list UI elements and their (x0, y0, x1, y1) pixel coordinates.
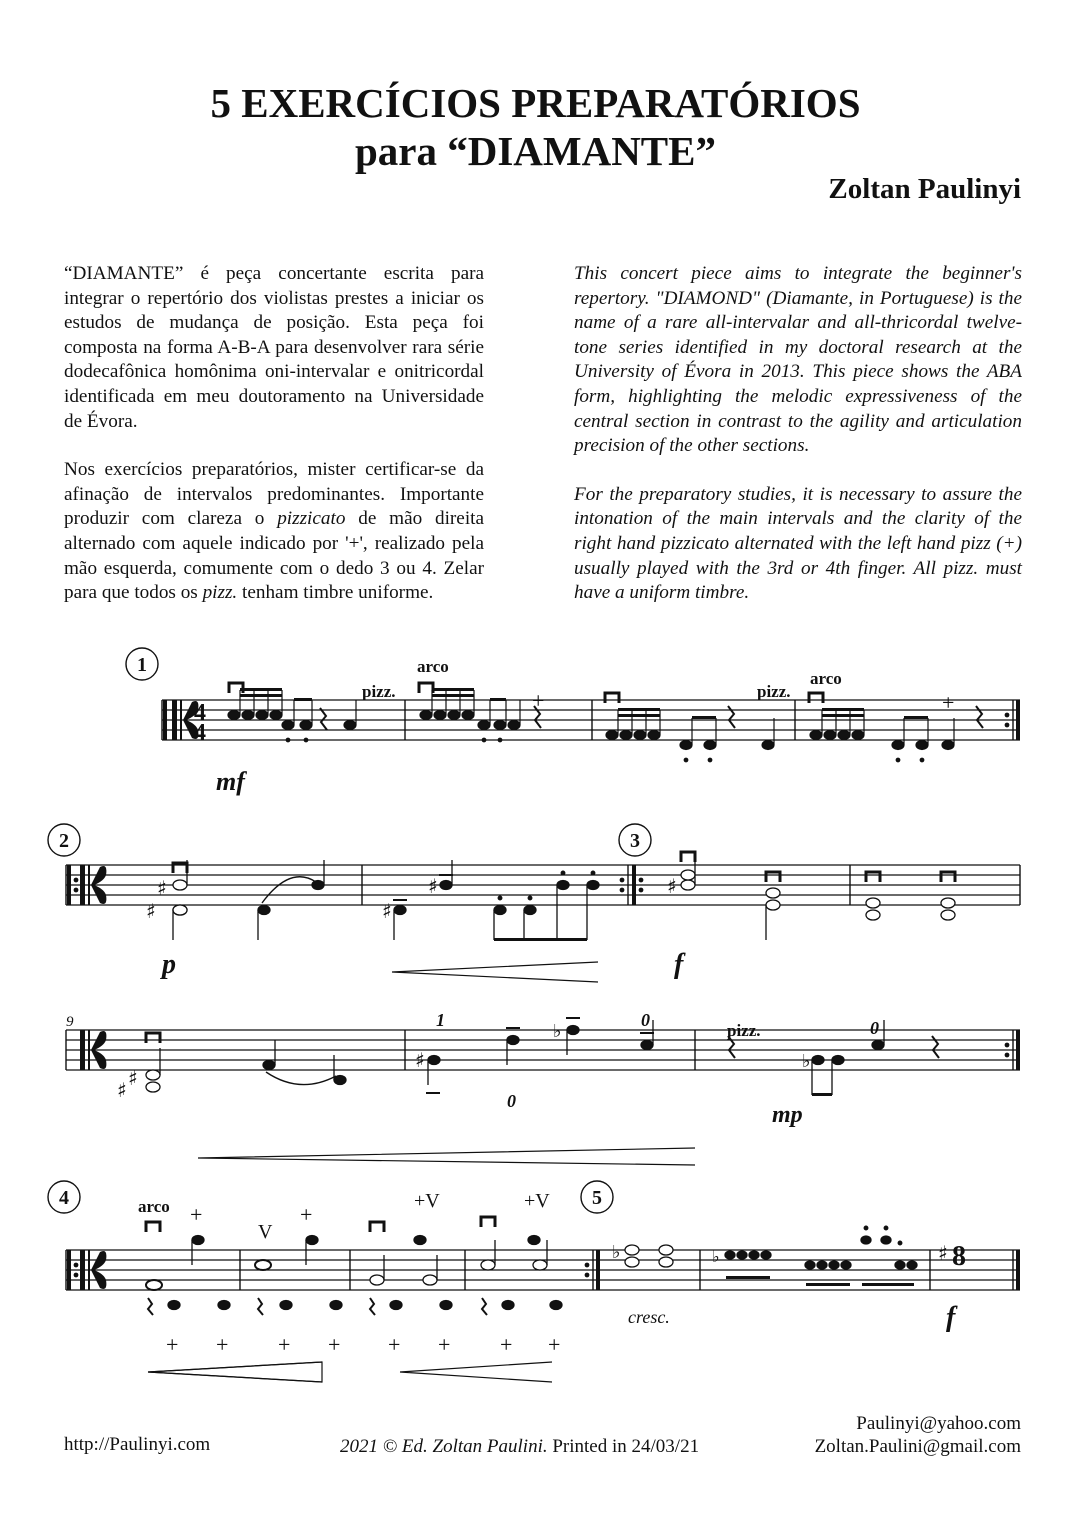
staff-1 (162, 700, 1020, 740)
footer-emails (815, 1412, 1021, 1458)
plus-low-6: + (438, 1332, 451, 1357)
time-sig-bottom: 4 (194, 720, 206, 746)
fingering-0-a: 0 (507, 1091, 516, 1111)
plus-upbow-2: +V (524, 1190, 550, 1212)
plus-low-1: + (166, 1332, 179, 1357)
svg-text:♯: ♯ (415, 1048, 425, 1072)
intro-pt-paragraph-1: “DIAMANTE” é peça concertante escrita para integrar o repertório dos violistas prestes a iniciar os estudos de mudança de posição. Esta peça foi composta na forma A-B-A para desenvolver rara série dodecafônica homônima oni-intervalar e onitricordal identificada em meu doutoramento na Universidade de Évora. (64, 263, 484, 432)
intro-pt-paragraph-2: Nos exercícios preparatórios, mister certificar-se da afinação de intervalos predominantes. Importante produzir com clareza o pizzicato de mão direita alternado com aquele indicado por '+', realizado pela mão esquerda, comumente com o dedo 3 ou 4. Zelar para que todos os pizz. tenham timbre uniforme. (64, 459, 485, 604)
intro-en-paragraph-1: This concert piece aims to integrate the beginner's repertory. "DIAMOND" (Diamante, in Portuguese) is the name of a rare all-intervalar and all-thricordal twelve-tone series identified in my doctoral research at the University of Évora in 2013. This piece shows the ABA form, highlighting the melodic expressiveness of the central section in contrast to the agility and articulation precision of the other sections. (574, 263, 1022, 457)
plus-low-3: + (278, 1332, 291, 1357)
staff-2-notes (146, 852, 955, 982)
dynamic-mp: mp (772, 1102, 803, 1128)
intro-en-paragraph-2: For the preparatory studies, it is necessary to assure the intonation of the main intervals and the clarity of the right hand pizzicato alternated with the left hand pizz (+) usually played with the 3rd or 4th finger. All pizz. must have a uniform timbre. (574, 483, 1022, 604)
dynamic-p: p (162, 949, 176, 980)
dynamic-f-end: f (946, 1302, 956, 1333)
intro-english (574, 262, 1022, 630)
plus-low-5: + (388, 1332, 401, 1357)
plus-label-4: + (300, 1202, 313, 1227)
measure-number-9: 9 (66, 1014, 74, 1030)
time-sig-top: 4 (194, 700, 206, 726)
pizz-label-3: pizz. (727, 1021, 761, 1040)
dynamic-mf: mf (216, 767, 245, 796)
plus-label-2: + (942, 690, 955, 715)
title-line-1: 5 EXERCÍCIOS PREPARATÓRIOS (210, 80, 861, 126)
upbow-1: V (258, 1221, 273, 1243)
footer-website[interactable]: http://Paulinyi.com (64, 1434, 211, 1455)
pizz-label-2: pizz. (757, 682, 791, 701)
plus-upbow-1: +V (414, 1190, 440, 1212)
plus-label-1: + (532, 688, 545, 713)
plus-low-8: + (548, 1332, 561, 1357)
exercise-number-3: 3 (630, 830, 640, 852)
svg-text:♭: ♭ (553, 1021, 562, 1042)
svg-text:♯: ♯ (117, 1078, 127, 1102)
arco-label-1: arco (417, 657, 449, 676)
svg-text:♭: ♭ (802, 1051, 811, 1072)
composer-name: Zoltan Paulinyi (828, 173, 1021, 205)
svg-text:♯: ♯ (382, 899, 392, 923)
plus-low-4: + (328, 1332, 341, 1357)
footer-email-2[interactable]: Zoltan.Paulini@gmail.com (814, 1436, 1021, 1457)
exercise-number-2: 2 (59, 830, 69, 852)
plus-label-3: + (190, 1202, 203, 1227)
svg-text:♯: ♯ (157, 876, 167, 900)
svg-text:♯: ♯ (938, 1241, 948, 1265)
arco-label-2: arco (810, 669, 842, 688)
dynamic-f: f (674, 949, 684, 980)
svg-text:♯: ♯ (667, 874, 677, 898)
footer-email-1[interactable]: Paulinyi@yahoo.com (856, 1413, 1021, 1434)
exercise-number-1: 1 (137, 654, 147, 676)
svg-text:♭: ♭ (712, 1247, 720, 1266)
svg-text:♯: ♯ (146, 899, 156, 923)
svg-text:8: 8 (952, 1241, 966, 1272)
footer-credit: 2021 © Ed. Zoltan Paulini. Printed in 24/03/21 (340, 1436, 700, 1457)
fingering-0-b: 0 (641, 1010, 650, 1030)
pizz-label-1: pizz. (362, 682, 396, 701)
exercise-number-5: 5 (592, 1187, 602, 1209)
staff-1-notes (228, 683, 983, 762)
title-line-2: para “DIAMANTE” (354, 128, 717, 174)
fingering-1: 1 (436, 1010, 445, 1030)
svg-text:♭: ♭ (612, 1242, 621, 1263)
plus-low-2: + (216, 1332, 229, 1357)
intro-portuguese (64, 262, 484, 630)
svg-text:♯: ♯ (128, 1066, 138, 1090)
exercise-number-4: 4 (59, 1187, 69, 1209)
cresc-label: cresc. (628, 1307, 670, 1327)
music-score (0, 640, 1071, 1410)
plus-low-7: + (500, 1332, 513, 1357)
fingering-0-c: 0 (870, 1018, 879, 1038)
svg-text:♯: ♯ (428, 874, 438, 898)
arco-label-3: arco (138, 1197, 170, 1216)
